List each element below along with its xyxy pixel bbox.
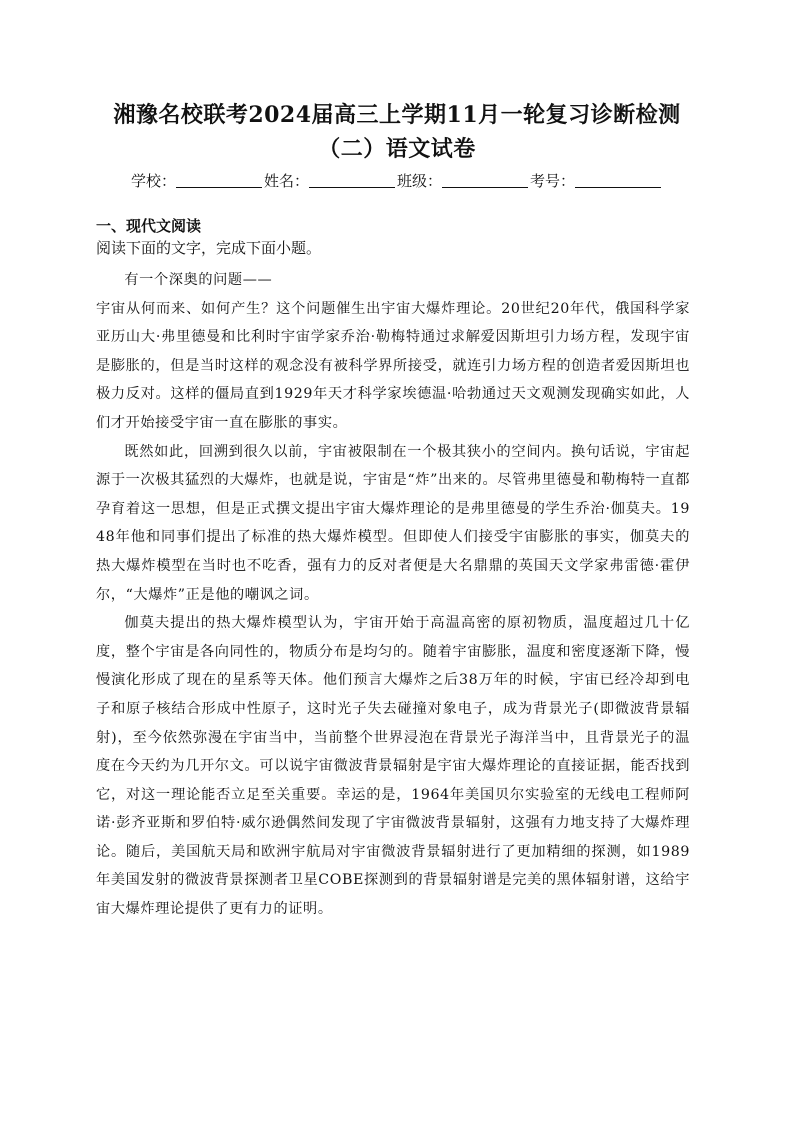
student-info-line xyxy=(96,170,698,192)
exam-number-field xyxy=(530,170,663,192)
class-field xyxy=(397,170,530,192)
name-label: 姓名： xyxy=(263,172,309,190)
reading-passage xyxy=(96,266,690,924)
section-heading: 一、现代文阅读 xyxy=(96,217,202,235)
section-instruction: 阅读下面的文字，完成下面小题。 xyxy=(96,239,322,257)
exam-number-label: 考号： xyxy=(530,172,576,190)
passage-paragraph: 伽莫夫提出的热大爆炸模型认为，宇宙开始于高温高密的原初物质，温度超过几十亿度，整个宇宙是各向同性的，物质分布是均匀的。随着宇宙膨胀，温度和密度逐渐下降，慢慢演化形成了现在的星系等天体。他们预言大爆炸之后38万年的时候，宇宙已经冷却到电子和原子核结合形成中性原子，这时光子失去碰撞对象电子，成为背景光子(即微波背景辐射)，至今依然弥漫在宇宙当中，当前整个世界浸泡在背景光子海洋当中，且背景光子的温度在今天约为几开尔文。可以说宇宙微波背景辐射是宇宙大爆炸理论的直接证据，能否找到它，对这一理论能否立足至关重要。幸运的是，1964年美国贝尔实验室的无线电工程师阿诺·彭齐亚斯和罗伯特·威尔逊偶然间发现了宇宙微波背景辐射，这强有力地支持了大爆炸理论。随后，美国航天局和欧洲宇航局对宇宙微波背景辐射进行了更加精细的探测，如1989年美国发射的微波背景探测者卫星COBE探测到的背景辐射谱是完美的黑体辐射谱，这给宇宙大爆炸理论提供了更有力的证明。 xyxy=(96,615,690,918)
passage-paragraph: 宇宙从何而来、如何产生？这个问题催生出宇宙大爆炸理论。20世纪20年代，俄国科学家亚历山大·弗里德曼和比利时宇宙学家乔治·勒梅特通过求解爱因斯坦引力场方程，发现宇宙是膨胀的，但是当时这样的观念没有被科学界所接受，就连引力场方程的创造者爱因斯坦也极力反对。这样的僵局直到1929年天才科学家埃德温·哈勃通过天文观测发现确实如此，人们才开始接受宇宙一直在膨胀的事实。 xyxy=(96,300,690,431)
school-field xyxy=(131,170,264,192)
name-blank[interactable] xyxy=(309,172,395,188)
document-title: 湘豫名校联考2024届高三上学期11月一轮复习诊断检测（二）语文试卷 xyxy=(113,102,681,162)
passage-paragraph: 有一个深奥的问题—— xyxy=(124,272,273,288)
school-label: 学校： xyxy=(130,172,176,190)
name-field xyxy=(264,170,397,192)
passage-paragraph: 既然如此，回溯到很久以前，宇宙被限制在一个极其狭小的空间内。换句话说，宇宙起源于一次极其猛烈的大爆炸，也就是说，宇宙是“炸”出来的。尽管弗里德曼和勒梅特一直都孕育着这一思想，但是正式撰文提出宇宙大爆炸理论的是弗里德曼的学生乔治·伽莫夫。1948年他和同事们提出了标准的热大爆炸模型。但即使人们接受宇宙膨胀的事实，伽莫夫的热大爆炸模型在当时也不吃香，强有力的反对者便是大名鼎鼎的英国天文学家弗雷德·霍伊尔，“大爆炸”正是他的嘲讽之词。 xyxy=(96,443,690,603)
school-blank[interactable] xyxy=(176,172,262,188)
class-blank[interactable] xyxy=(442,172,528,188)
exam-number-blank[interactable] xyxy=(575,172,661,188)
class-label: 班级： xyxy=(397,172,443,190)
